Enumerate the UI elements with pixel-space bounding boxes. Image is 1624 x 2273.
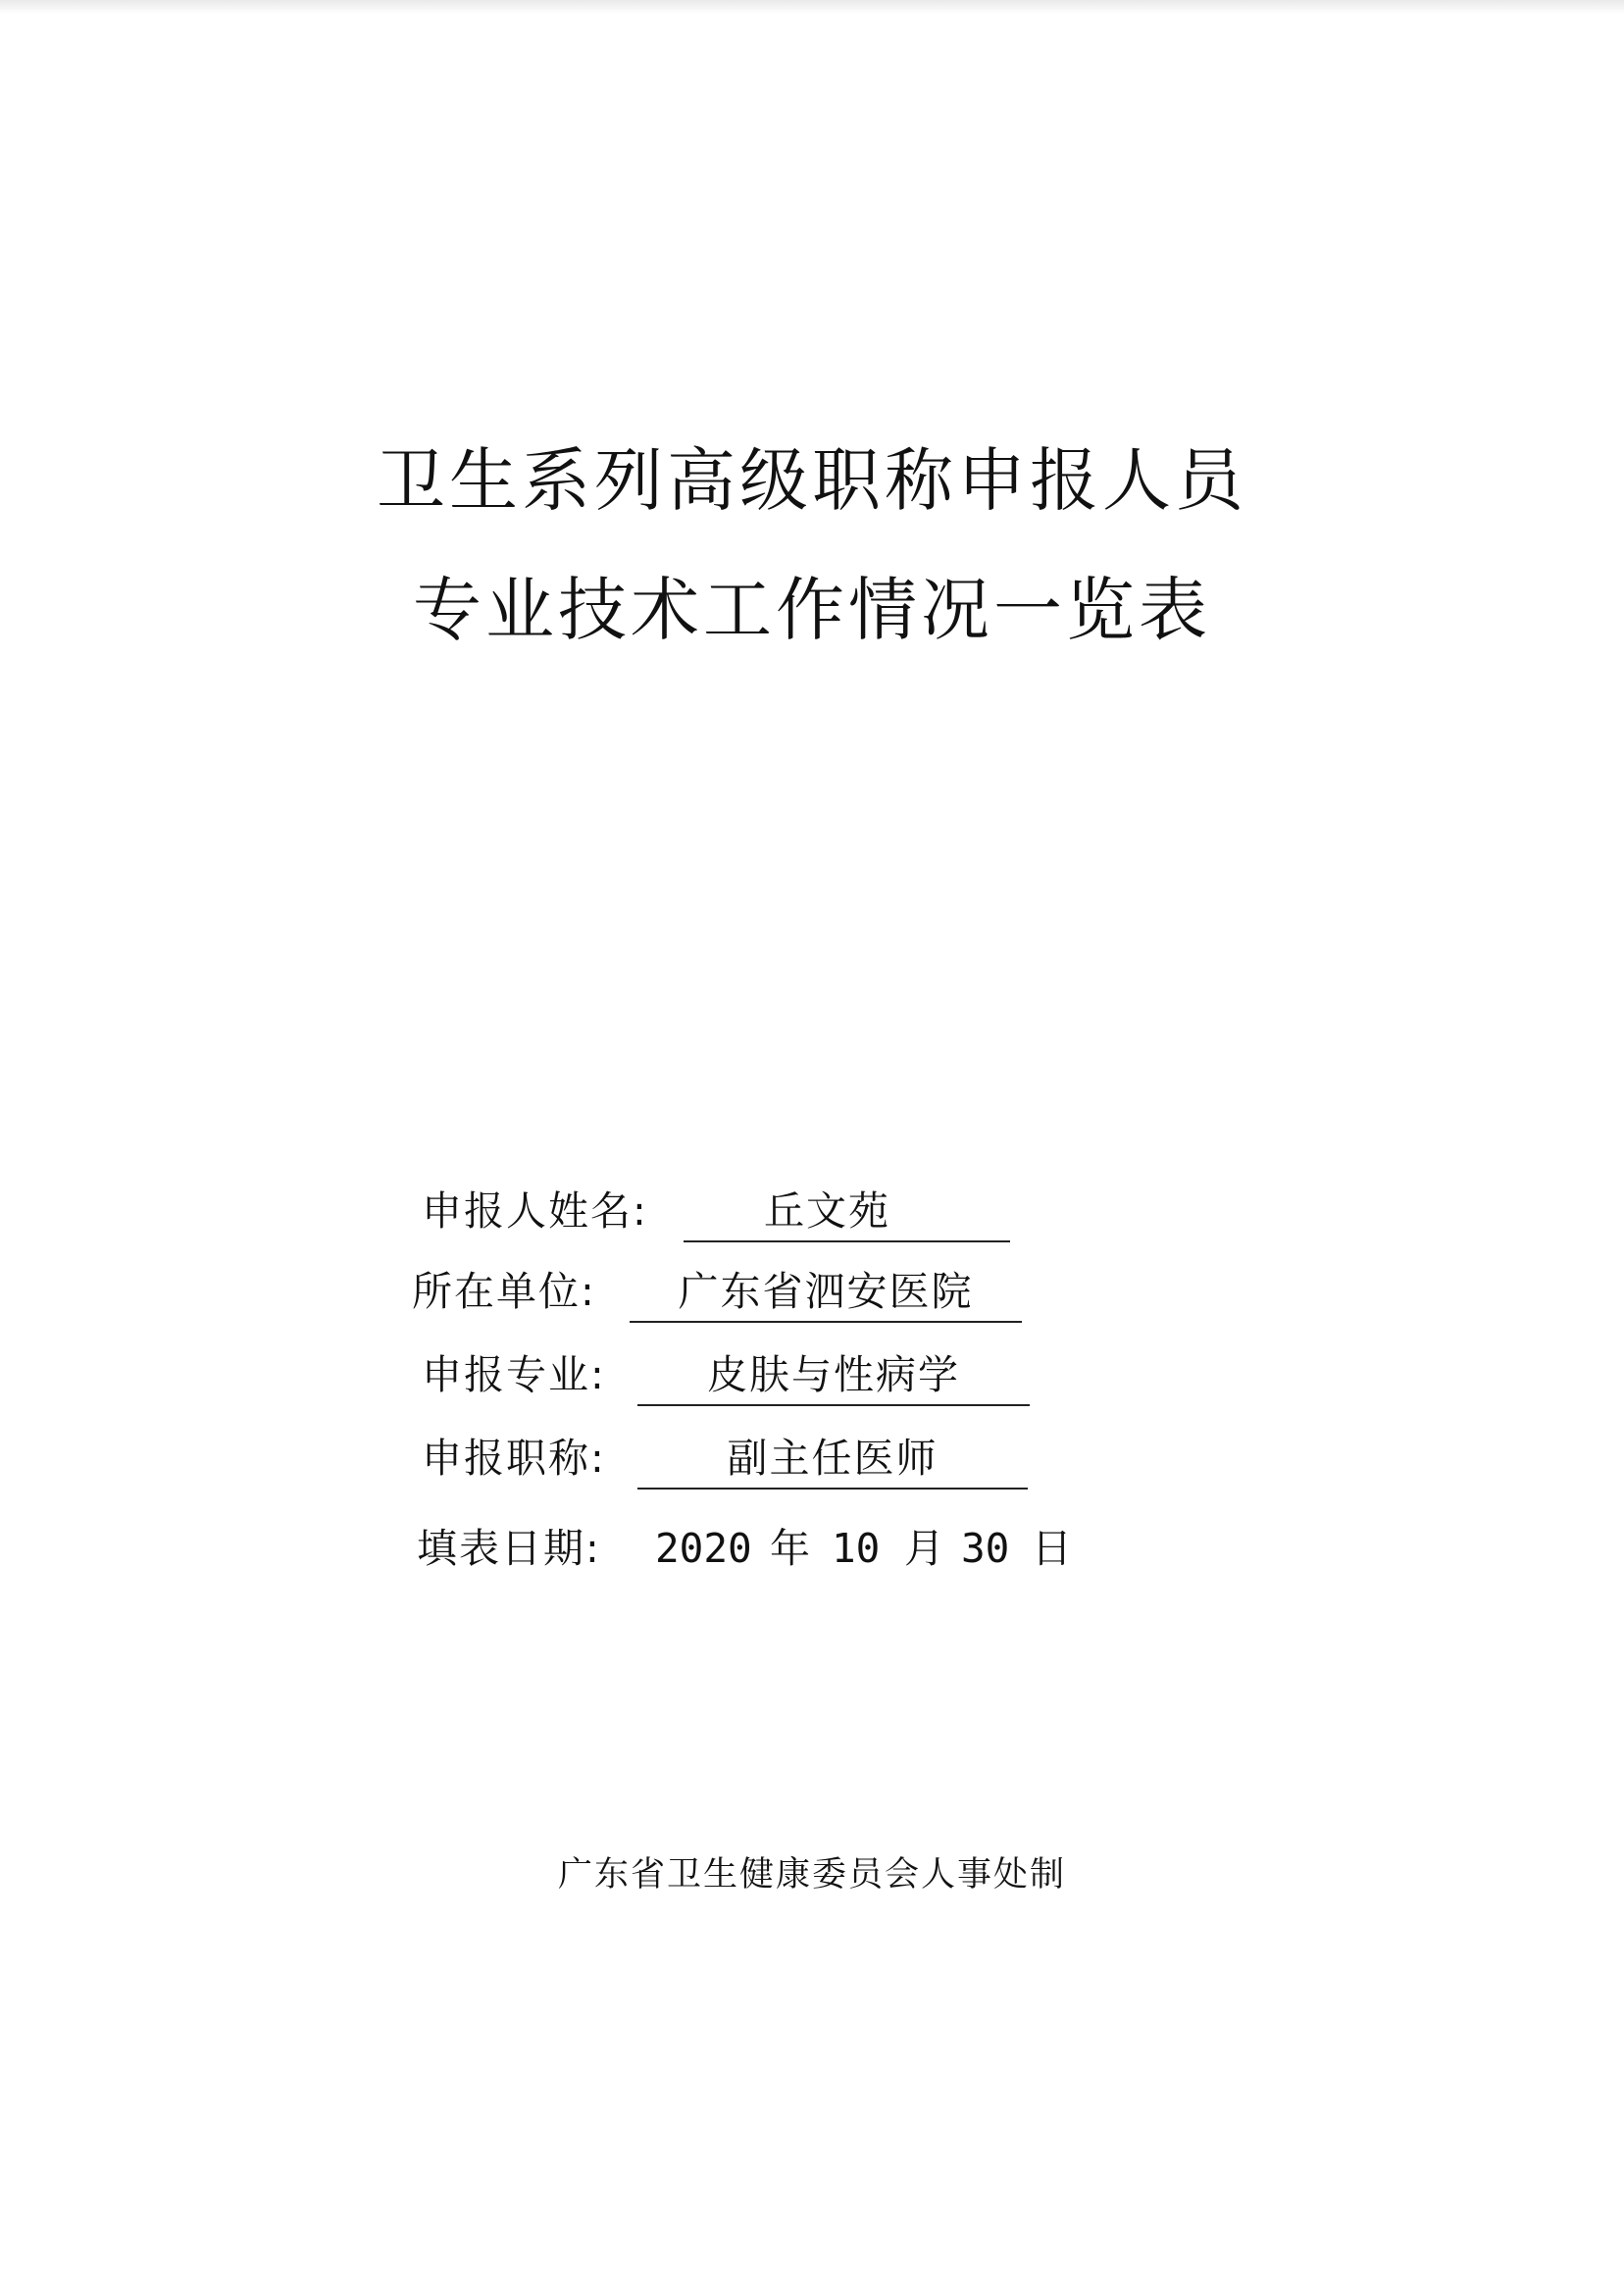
title-applied-field: [637, 1429, 1028, 1490]
work-unit-field: [630, 1262, 1022, 1323]
fill-date-day-unit: 日: [1032, 1525, 1072, 1572]
applicant-name-value: 丘文苑: [764, 1187, 890, 1235]
applicant-name-row: [0, 1182, 1624, 1240]
specialty-field: [637, 1345, 1030, 1406]
title-applied-row: [0, 1429, 1624, 1488]
fill-date-day: 30: [961, 1525, 1010, 1572]
applicant-name-field: [684, 1182, 1010, 1242]
fill-date-month-unit: 月: [904, 1525, 944, 1572]
specialty-value: 皮肤与性病学: [707, 1351, 960, 1398]
fill-date-year-unit: 年: [770, 1525, 810, 1572]
issuer-footer: 广东省卫生健康委员会人事处制: [557, 1855, 1066, 1894]
document-title-line-2: 专业技术工作情况一览表: [413, 570, 1211, 650]
title-applied-label: 申报职称:: [422, 1435, 606, 1482]
work-unit-label: 所在单位:: [412, 1268, 596, 1315]
fill-date-year: 2020: [655, 1525, 752, 1572]
document-title-line-1: 卫生系列高级职称申报人员: [377, 440, 1247, 521]
work-unit-row: [0, 1262, 1624, 1321]
title-applied-value: 副主任医师: [727, 1435, 939, 1482]
specialty-label: 申报专业:: [422, 1351, 606, 1398]
specialty-row: [0, 1345, 1624, 1404]
scan-edge-shading: [0, 0, 1624, 14]
applicant-name-label: 申报人姓名:: [422, 1187, 648, 1235]
fill-date-month: 10: [832, 1525, 881, 1572]
fill-date-row: [0, 1519, 1624, 1578]
work-unit-value: 广东省泗安医院: [678, 1268, 974, 1315]
fill-date-label: 填表日期:: [417, 1525, 601, 1572]
